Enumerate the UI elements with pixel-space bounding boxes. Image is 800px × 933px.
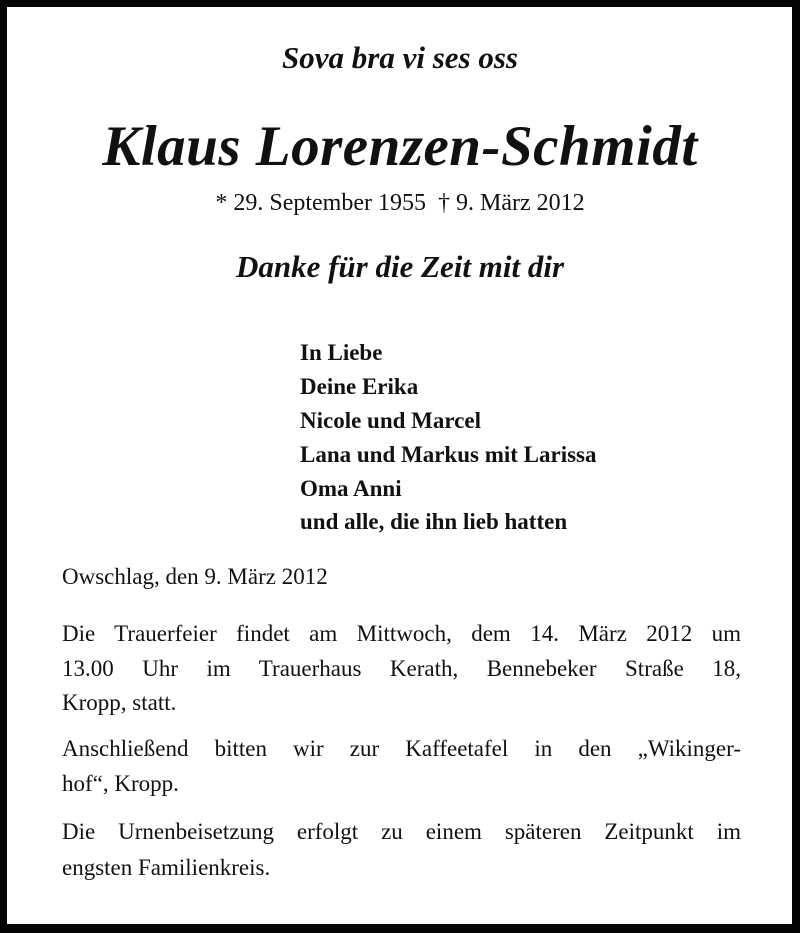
place-date: Owschlag, den 9. März 2012: [62, 564, 328, 589]
paragraph-line: engsten Familienkreis.: [62, 855, 271, 880]
family-line: Lana und Markus mit Larissa: [300, 442, 597, 467]
paragraph-line: Kropp, statt.: [62, 690, 177, 715]
paragraph-line: 13.00 Uhr im Trauerhaus Kerath, Bennebeker Straße 18,: [62, 656, 741, 681]
family-line: und alle, die ihn lieb hatten: [300, 509, 568, 534]
family-line: Deine Erika: [300, 374, 419, 399]
paragraph-line: Anschließend bitten wir zur Kaffeetafel in den „Wikinger-: [62, 736, 741, 761]
paragraph-line: hof“, Kropp.: [62, 771, 179, 796]
subheading: Danke für die Zeit mit dir: [235, 249, 565, 284]
paragraph-line: Die Urnenbeisetzung erfolgt zu einem späteren Zeitpunkt im: [62, 819, 741, 844]
family-line: Oma Anni: [300, 476, 402, 501]
life-dates: * 29. September 1955 † 9. März 2012: [215, 190, 585, 216]
deceased-name: Klaus Lorenzen-Schmidt: [102, 115, 698, 178]
family-line: In Liebe: [300, 340, 383, 365]
family-line: Nicole und Marcel: [300, 408, 481, 433]
paragraph-line: Die Trauerfeier findet am Mittwoch, dem 14. März 2012 um: [62, 621, 741, 646]
heading: Sova bra vi ses oss: [282, 40, 518, 75]
